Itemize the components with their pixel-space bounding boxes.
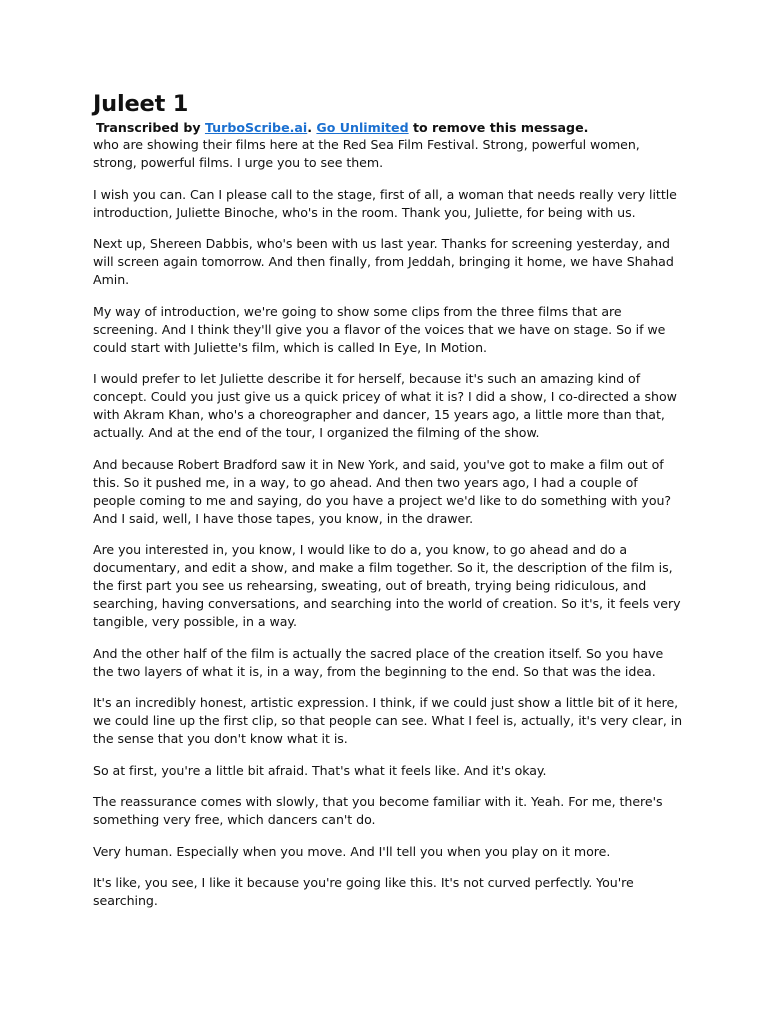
transcript-paragraph: My way of introduction, we're going to show some clips from the three films that are screening. And I think they'll give you a flavor of the voices that we have on stage. So if we could start with Juliette's film, which is called In Eye, In Motion. (93, 303, 666, 355)
banner-suffix: to remove this message. (408, 120, 589, 135)
transcript-paragraph: The reassurance comes with slowly, that you become familiar with it. Yeah. For me, there's something very free, which dancers can't do. (93, 794, 663, 827)
banner-separator: . (307, 120, 317, 135)
document-title: Juleet 1 (93, 91, 189, 117)
transcript-paragraph: And the other half of the film is actually the sacred place of the creation itself. So you have the two layers of what it is, in a way, from the beginning to the end. So that was the idea. (93, 645, 664, 679)
transcript-paragraph: And because Robert Bradford saw it in New York, and said, you've got to make a film out of this. So it pushed me, in a way, to go ahead. And then two years ago, I had a couple of people coming to me and saying, do you have a project we'd like to do something with you? And I said, well, I have those tapes, you know, in the drawer. (93, 456, 672, 526)
transcript-paragraph: So at first, you're a little bit afraid. That's what it feels like. And it's okay. (93, 762, 547, 778)
transcript-paragraph: Very human. Especially when you move. And I'll tell you when you play on it more. (93, 843, 611, 859)
banner-prefix: Transcribed by (96, 120, 205, 135)
transcript-paragraph: It's an incredibly honest, artistic expression. I think, if we could just show a little bit of it here, we could line up the first clip, so that people can see. What I feel is, actually, it's very clear, in the sense that you don't know what it is. (93, 695, 683, 746)
document-page (93, 90, 683, 924)
transcript-paragraph: Are you interested in, you know, I would like to do a, you know, to go ahead and do a documentary, and edit a show, and make a film together. So it, the description of the film is, the first part you see us rehearsing, sweating, out of breath, trying being ridiculous, and searching, having conversations, and searching into the world of creation. So it's, it feels very tangible, very possible, in a way. (93, 542, 681, 629)
transcription-banner (96, 119, 683, 136)
transcript-body (93, 136, 683, 910)
transcript-paragraph: who are showing their films here at the Red Sea Film Festival. Strong, powerful women, strong, powerful films. I urge you to see them. (93, 137, 640, 170)
go-unlimited-link[interactable]: Go Unlimited (316, 120, 409, 135)
transcript-paragraph: I wish you can. Can I please call to the stage, first of all, a woman that needs really very little introduction, Juliette Binoche, who's in the room. Thank you, Juliette, for being with us. (93, 186, 677, 220)
transcript-paragraph: It's like, you see, I like it because you're going like this. It's not curved perfectly. You're searching. (93, 875, 634, 908)
transcript-paragraph: Next up, Shereen Dabbis, who's been with us last year. Thanks for screening yesterday, and will screen again tomorrow. And then finally, from Jeddah, bringing it home, we have Shahad Amin. (93, 236, 674, 287)
transcript-paragraph: I would prefer to let Juliette describe it for herself, because it's such an amazing kind of concept. Could you just give us a quick pricey of what it is? I did a show, I co-directed a show with Akram Khan, who's a choreographer and dancer, 15 years ago, a little more than that, actually. And at the end of the tour, I organized the filming of the show. (93, 371, 677, 440)
turboscribe-link[interactable]: TurboScribe.ai (204, 120, 308, 135)
